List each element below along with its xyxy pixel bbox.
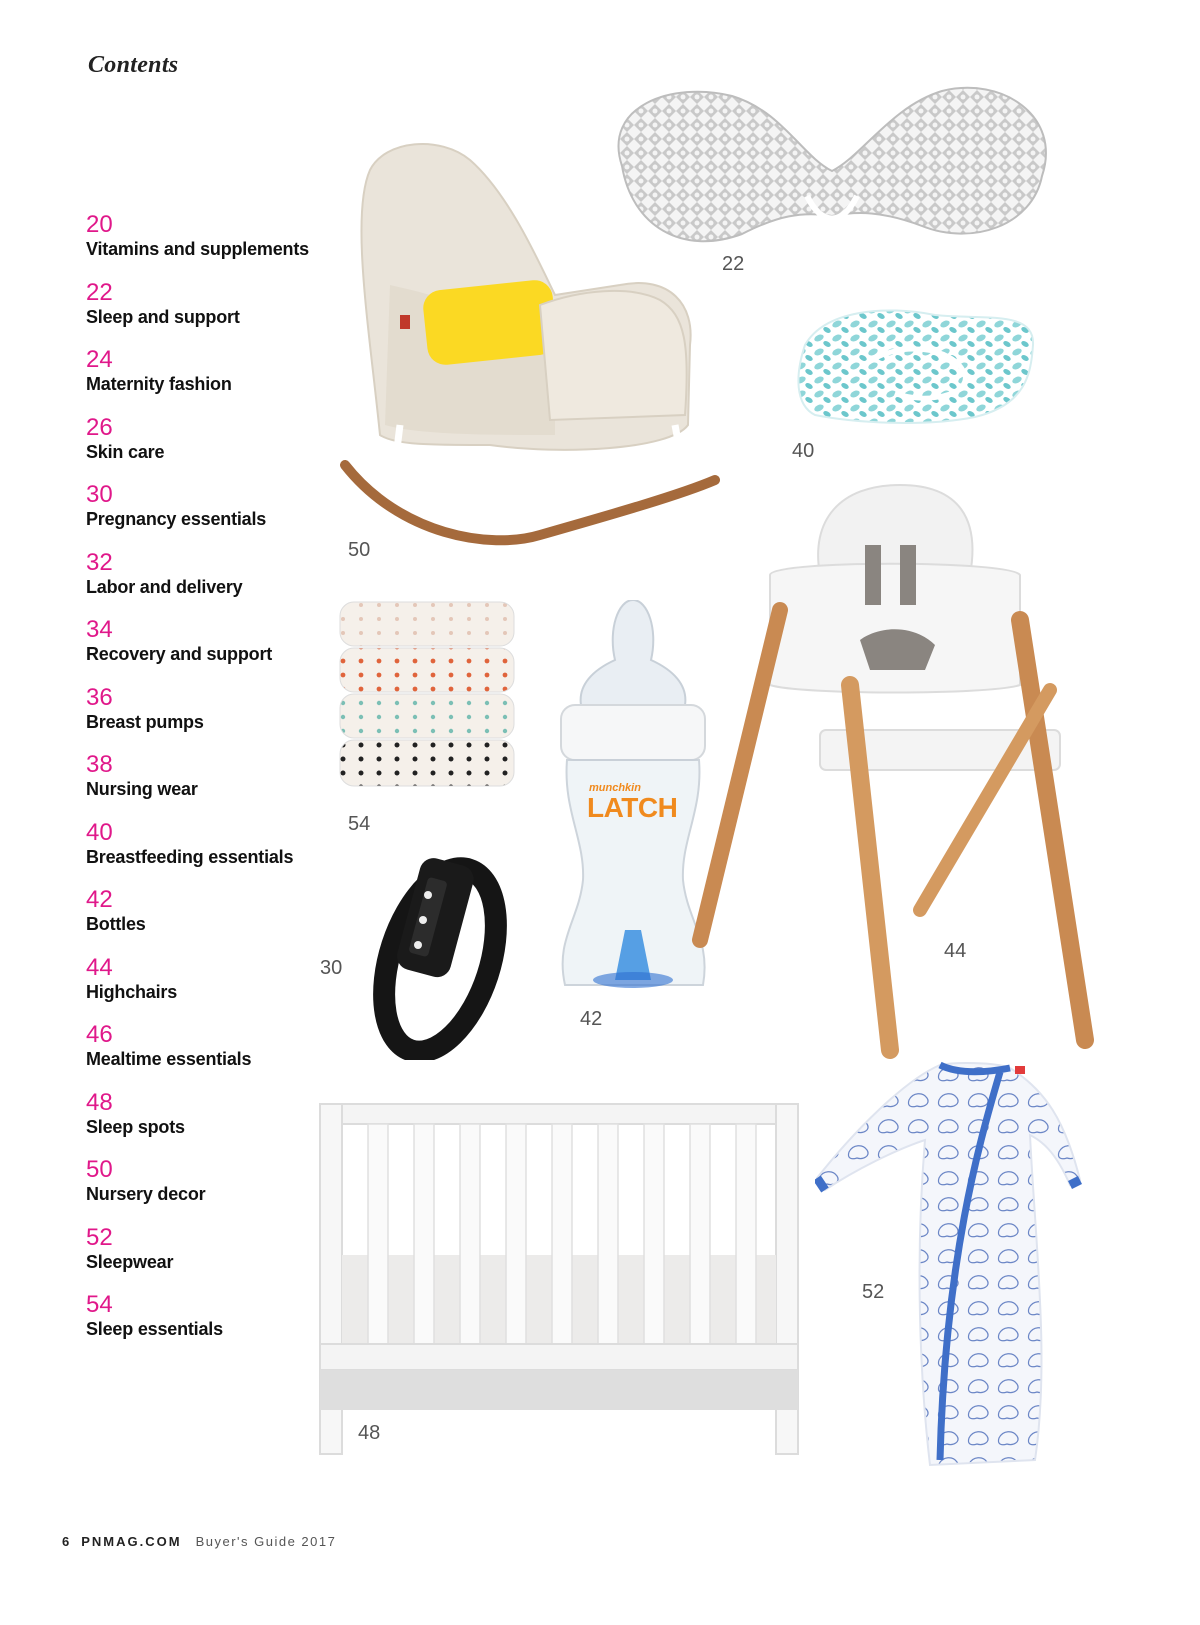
highchair-page-label: 44	[944, 940, 967, 962]
toc-title: Breast pumps	[86, 711, 204, 732]
footer-site[interactable]: PNMAG.COM	[81, 1534, 182, 1549]
toc-title: Recovery and support	[86, 644, 273, 664]
infant-sleeper-image[interactable]	[815, 1060, 1085, 1470]
toc-title: Highchairs	[86, 981, 178, 1002]
toc-page-number: 30	[86, 481, 113, 508]
toc-item[interactable]	[86, 280, 376, 348]
toc-page-number: 40	[86, 818, 113, 846]
toc-page-number: 34	[86, 616, 113, 643]
toc-title: Sleep spots	[86, 1116, 185, 1137]
toc-item[interactable]	[86, 685, 376, 753]
tracker-page-label: 30	[320, 957, 343, 979]
swaddle-blanket-image[interactable]	[795, 305, 1040, 427]
toc-page-number: 44	[86, 953, 113, 981]
toc-page-number: 52	[86, 1223, 113, 1251]
toc-page-number: 54	[86, 1291, 113, 1318]
toc-page-number: 50	[86, 1156, 113, 1183]
toc-page-number: 42	[86, 886, 113, 913]
toc-page-number: 20	[86, 211, 113, 238]
toc-page-number: 24	[86, 346, 113, 373]
toc-item[interactable]	[86, 752, 376, 820]
toc-item[interactable]	[86, 415, 376, 483]
toc-item[interactable]	[86, 550, 376, 618]
bottle-brand-large: LATCH	[587, 792, 678, 823]
toc-title: Labor and delivery	[86, 576, 243, 597]
toc-title: Bottles	[86, 914, 146, 934]
toc-item[interactable]	[86, 820, 376, 888]
toc-item[interactable]	[86, 1022, 376, 1090]
toc-title: Skin care	[86, 441, 165, 462]
toc-page-number: 38	[86, 751, 113, 778]
activity-tracker-image[interactable]	[368, 850, 508, 1060]
highchair-image[interactable]	[690, 480, 1105, 1070]
toc-title: Sleep and support	[86, 306, 240, 327]
crib-sheets-image[interactable]	[338, 600, 518, 790]
toc-item[interactable]	[86, 212, 376, 280]
toc-title: Sleepwear	[86, 1251, 174, 1272]
blanket-page-label: 40	[792, 440, 815, 462]
pillow-page-label: 22	[722, 253, 745, 275]
toc-item[interactable]	[86, 617, 376, 685]
toc-title: Sleep essentials	[86, 1319, 223, 1339]
toc-item[interactable]	[86, 347, 376, 415]
rocker-page-label: 50	[348, 539, 371, 561]
page-footer	[62, 1534, 336, 1549]
sheets-page-label: 54	[348, 813, 371, 835]
bottle-page-label: 42	[580, 1008, 603, 1030]
crib-image[interactable]	[318, 1100, 800, 1455]
bottle-brand-small: munchkin	[589, 782, 641, 794]
rocking-chair-image[interactable]	[340, 135, 725, 555]
crib-page-label: 48	[358, 1422, 381, 1444]
toc-page-number: 36	[86, 683, 113, 711]
toc-title: Mealtime essentials	[86, 1049, 252, 1069]
toc-page-number: 48	[86, 1088, 113, 1116]
toc-page-number: 22	[86, 278, 113, 306]
footer-page-number: 6	[62, 1534, 72, 1549]
toc-title: Breastfeeding essentials	[86, 846, 294, 867]
toc-item[interactable]	[86, 482, 376, 550]
toc-title: Pregnancy essentials	[86, 509, 267, 529]
toc-title: Vitamins and supplements	[86, 239, 309, 259]
toc-page-number: 32	[86, 548, 113, 576]
toc-title: Nursery decor	[86, 1184, 206, 1204]
footer-guide-title: Buyer's Guide 2017	[195, 1534, 337, 1549]
toc-title: Maternity fashion	[86, 374, 232, 394]
contents-heading: Contents	[88, 52, 179, 78]
sleeper-page-label: 52	[862, 1281, 885, 1303]
baby-bottle-image[interactable]	[553, 600, 713, 992]
toc-title: Nursing wear	[86, 779, 198, 799]
toc-page-number: 26	[86, 413, 113, 441]
toc-item[interactable]	[86, 887, 376, 955]
toc-page-number: 46	[86, 1021, 113, 1048]
